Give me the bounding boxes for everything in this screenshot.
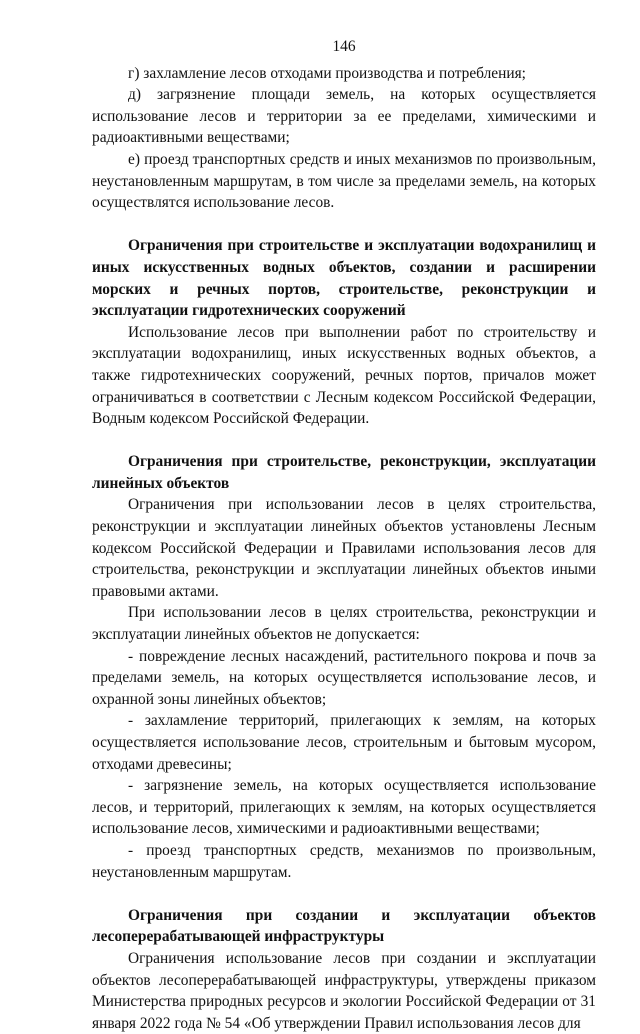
section-heading-linear-objects: Ограничения при строительстве, реконструкции, эксплуатации линейных объектов [92,453,596,492]
document-page [92,36,596,1034]
list-item-littering: - захламление территорий, прилегающих к землям, на которых осуществляется использование лесов, строительным и бытовым мусором, отходами древесины; [92,712,596,773]
list-item-e: е) проезд транспортных средств и иных механизмов по произвольным, неустановленным маршрутам, в том числе за пределами земель, на которых осуществлятся использование лесов. [92,150,596,212]
section-heading-reservoirs: Ограничения при строительстве и эксплуатации водохранилищ и иных искусственных водных объектов, создании и расширении морских и речных портов, строительстве, реконструкции и эксплуатации гидротехнических сооружений [92,237,596,320]
section-heading-wood-processing: Ограничения при создании и эксплуатации объектов лесоперерабатывающей инфраструктуры [92,906,596,946]
paragraph-reservoirs: Использование лесов при выполнении работ по строительству и эксплуатации водохранилищ, иных искусственных водных объектов, а также гидротехнических сооружений, речных портов, причалов может ограничиваться в соответствии с Лесным кодексом Российской Федерации, Водным кодексом Российской Федерации. [92,323,596,428]
page-number: 146 [332,38,356,55]
list-item-d: д) загрязнение площади земель, на которых осуществляется использование лесов и территории за ее пределами, химическими и радиоактивными веществами; [92,86,596,147]
paragraph-linear-objects-1: Ограничения при использовании лесов в целях строительства, реконструкции и эксплуатации линейных объектов установлены Лесным кодексом Российской Федерации и Правилами использования лесов для строительства, реконструкции и эксплуатации линейных объектов иными правовыми актами. [92,496,596,600]
paragraph-wood-processing: Ограничения использование лесов при создании и эксплуатации объектов лесоперерабатывающей инфраструктуры, утверждены приказом Министерства природных ресурсов и экологии Российской Федерации от 31 января 2022 года № 54 «Об утверждении Правил использования лесов для [92,949,596,1032]
paragraph-linear-objects-2: При использовании лесов в целях строительства, реконструкции и эксплуатации линейных объектов не допускается: [92,604,596,644]
list-item-driving: - проезд транспортных средств, механизмов по произвольным, неустановленным маршрутам. [92,841,596,881]
list-item-damage: - повреждение лесных насаждений, растительного покрова и почв за пределами земель, на которых осуществляется использование лесов, и охранной зоны линейных объектов; [92,647,596,708]
list-item-pollution: - загрязнение земель, на которых осуществляется использование лесов, и территорий, прилегающих к землям, на которых осуществляется использование лесов, химическими и радиоактивными веществами; [92,777,596,838]
list-item-g: г) захламление лесов отходами производства и потребления; [128,64,526,82]
